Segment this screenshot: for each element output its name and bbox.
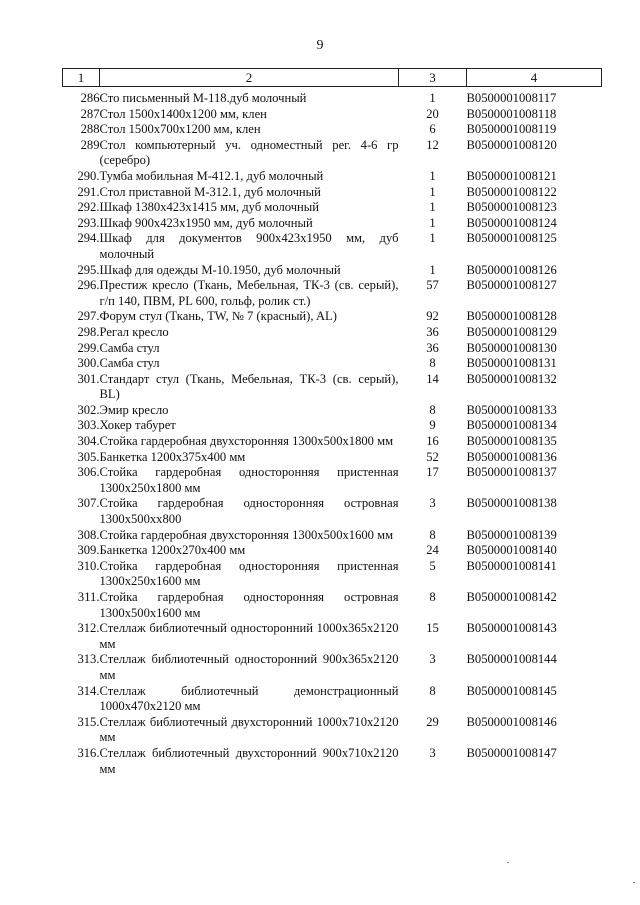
table-row bbox=[63, 496, 602, 527]
item-quantity: 14 bbox=[426, 371, 439, 386]
table-row bbox=[63, 87, 602, 107]
inventory-code: B0500001008131 bbox=[466, 356, 557, 371]
row-number: 312. bbox=[77, 621, 100, 636]
item-name: Шкаф 900х423х1950 мм, дуб молочный bbox=[99, 215, 313, 230]
item-name: Стойка гардеробная односторонняя пристенная 1300х250х1800 мм bbox=[99, 465, 399, 495]
inventory-code: B0500001008146 bbox=[466, 714, 557, 729]
item-name: Стол компьютерный уч. одноместный рег. 4-6 гр (серебро) bbox=[99, 137, 399, 168]
item-name: Стеллаж библиотечный односторонний 1000х365х2120 мм bbox=[99, 621, 399, 651]
item-quantity: 8 bbox=[429, 356, 436, 371]
table-row bbox=[63, 418, 602, 434]
row-number: 314. bbox=[77, 683, 100, 698]
item-name: Форум стул (Ткань, TW, № 7 (красный), AL) bbox=[99, 309, 337, 324]
item-quantity: 6 bbox=[429, 122, 436, 137]
inventory-code: B0500001008122 bbox=[466, 184, 557, 199]
item-name: Стеллаж библиотечный демонстрационный 1000х470х2120 мм bbox=[99, 683, 399, 714]
table-row bbox=[63, 621, 602, 652]
item-quantity: 1 bbox=[429, 168, 436, 183]
table-row bbox=[63, 543, 602, 559]
item-quantity: 16 bbox=[426, 434, 439, 449]
row-number: 292. bbox=[77, 200, 100, 215]
item-quantity: 36 bbox=[426, 340, 439, 355]
row-number: 303. bbox=[77, 418, 100, 433]
inventory-code: B0500001008143 bbox=[466, 621, 557, 636]
column-header-quantity: 3 bbox=[399, 69, 467, 87]
inventory-code: B0500001008144 bbox=[466, 652, 557, 667]
inventory-code: B0500001008120 bbox=[466, 137, 557, 152]
item-quantity: 20 bbox=[426, 106, 439, 121]
table-row bbox=[63, 434, 602, 450]
inventory-code: B0500001008133 bbox=[466, 402, 557, 417]
row-number: 316. bbox=[77, 745, 100, 760]
inventory-code: B0500001008142 bbox=[466, 590, 557, 604]
table-row bbox=[63, 263, 602, 279]
item-quantity: 3 bbox=[429, 496, 436, 511]
item-name: Стойка гардеробная двухсторонняя 1300х500х1800 мм bbox=[99, 434, 394, 449]
item-name: Эмир кресло bbox=[99, 402, 169, 417]
inventory-code: B0500001008141 bbox=[466, 558, 557, 573]
table-row bbox=[63, 107, 602, 123]
table-body bbox=[63, 87, 602, 778]
item-name: Банкетка 1200х270х400 мм bbox=[99, 543, 246, 558]
item-quantity: 1 bbox=[429, 91, 436, 105]
row-number: 311. bbox=[77, 590, 100, 604]
table-row bbox=[63, 684, 602, 715]
item-quantity: 24 bbox=[426, 543, 439, 558]
row-number: 293. bbox=[77, 215, 100, 230]
item-quantity: 3 bbox=[429, 745, 436, 760]
row-number: 302. bbox=[77, 402, 100, 417]
item-name: Стойка гардеробная односторонняя островная 1300х500хх800 bbox=[99, 496, 399, 527]
row-number: 295. bbox=[77, 262, 100, 277]
inventory-code: B0500001008134 bbox=[466, 418, 557, 433]
item-name: Хокер табурет bbox=[99, 418, 176, 433]
item-name: Стеллаж библиотечный двухсторонний 900х710х2120 мм bbox=[99, 745, 399, 776]
row-number: 289 bbox=[80, 137, 100, 152]
table-row bbox=[63, 309, 602, 325]
inventory-code: B0500001008126 bbox=[466, 262, 557, 277]
item-name: Стол 1500х700х1200 мм, клен bbox=[99, 122, 261, 137]
item-quantity: 8 bbox=[429, 590, 436, 604]
row-number: 286 bbox=[80, 91, 100, 105]
table-row bbox=[63, 559, 602, 590]
inventory-code: B0500001008135 bbox=[466, 434, 557, 449]
table-row bbox=[63, 122, 602, 138]
row-number: 306. bbox=[77, 465, 100, 480]
row-number: 309. bbox=[77, 543, 100, 558]
item-name: Банкетка 1200х375х400 мм bbox=[99, 449, 246, 464]
row-number: 290. bbox=[77, 168, 100, 183]
item-quantity: 9 bbox=[429, 418, 436, 433]
column-header-number: 1 bbox=[63, 69, 100, 87]
table-row bbox=[63, 356, 602, 372]
item-quantity: 8 bbox=[429, 527, 436, 542]
row-number: 305. bbox=[77, 449, 100, 464]
scan-speck bbox=[633, 882, 635, 883]
inventory-code: B0500001008128 bbox=[466, 309, 557, 324]
row-number: 299. bbox=[77, 340, 100, 355]
item-quantity: 1 bbox=[429, 262, 436, 277]
item-name: Шкаф для одежды М-10.1950, дуб молочный bbox=[99, 262, 341, 277]
row-number: 287 bbox=[80, 106, 100, 121]
item-name: Стеллаж библиотечный двухсторонний 1000х710х2120 мм bbox=[99, 714, 399, 745]
table-row bbox=[63, 200, 602, 216]
row-number: 313. bbox=[77, 652, 100, 667]
item-name: Стол приставной М-312.1, дуб молочный bbox=[99, 184, 321, 199]
item-quantity: 57 bbox=[426, 278, 439, 293]
table-row bbox=[63, 590, 602, 621]
item-quantity: 1 bbox=[429, 184, 436, 199]
inventory-code: B0500001008125 bbox=[466, 231, 557, 246]
table-row bbox=[63, 325, 602, 341]
item-quantity: 15 bbox=[426, 621, 439, 636]
item-name: Регал кресло bbox=[99, 324, 169, 339]
table-row bbox=[63, 450, 602, 466]
inventory-code: B0500001008123 bbox=[466, 200, 557, 215]
column-header-inventory-code: 4 bbox=[467, 69, 602, 87]
inventory-code: B0500001008118 bbox=[466, 106, 557, 121]
table-row bbox=[63, 372, 602, 403]
item-quantity: 8 bbox=[429, 402, 436, 417]
row-number: 304. bbox=[77, 434, 100, 449]
row-number: 288 bbox=[80, 122, 100, 137]
item-name: Стеллаж библиотечный односторонний 900х365х2120 мм bbox=[99, 652, 399, 682]
item-quantity: 1 bbox=[429, 200, 436, 215]
item-name: Сто письменный М-118.дуб молочный bbox=[99, 91, 307, 105]
row-number: 298. bbox=[77, 324, 100, 339]
table-row bbox=[63, 403, 602, 419]
table-row bbox=[63, 169, 602, 185]
table-row bbox=[63, 528, 602, 544]
item-name: Тумба мобильная М-412.1, дуб молочный bbox=[99, 168, 324, 183]
table-row bbox=[63, 652, 602, 683]
table-header-row bbox=[63, 69, 602, 87]
table-row bbox=[63, 465, 602, 496]
table-row bbox=[63, 216, 602, 232]
item-name: Престиж кресло (Ткань, Мебельная, ТК-3 (св. серый), г/п 140, ПВМ, PL 600, гольф, ролик ст.) bbox=[99, 278, 399, 308]
item-quantity: 8 bbox=[429, 683, 436, 698]
inventory-code: B0500001008132 bbox=[466, 371, 557, 386]
inventory-table bbox=[62, 68, 602, 777]
row-number: 296. bbox=[77, 278, 100, 293]
inventory-code: B0500001008136 bbox=[466, 449, 557, 464]
table-row bbox=[63, 185, 602, 201]
page-number: 9 bbox=[316, 38, 324, 53]
item-name: Шкаф для документов 900х423х1950 мм, дуб молочный bbox=[99, 231, 399, 261]
inventory-code: B0500001008140 bbox=[466, 543, 557, 558]
table-row bbox=[63, 715, 602, 746]
item-name: Самба стул bbox=[99, 340, 160, 355]
item-quantity: 3 bbox=[429, 652, 436, 667]
table-row bbox=[63, 341, 602, 357]
item-name: Шкаф 1380х423х1415 мм, дуб молочный bbox=[99, 200, 319, 215]
item-name: Стойка гардеробная односторонняя островная 1300х500х1600 мм bbox=[99, 590, 399, 620]
table-row bbox=[63, 231, 602, 262]
row-number: 301. bbox=[77, 371, 100, 386]
row-number: 300. bbox=[77, 356, 100, 371]
inventory-code: B0500001008119 bbox=[466, 122, 557, 137]
item-quantity: 17 bbox=[426, 465, 439, 480]
table-row bbox=[63, 278, 602, 309]
item-quantity: 92 bbox=[426, 309, 439, 324]
inventory-code: B0500001008121 bbox=[466, 168, 557, 183]
row-number: 310. bbox=[77, 558, 100, 573]
item-quantity: 1 bbox=[429, 215, 436, 230]
column-header-name: 2 bbox=[100, 69, 399, 87]
inventory-code: B0500001008147 bbox=[466, 745, 557, 760]
row-number: 294. bbox=[77, 231, 100, 246]
row-number: 291. bbox=[77, 184, 100, 199]
inventory-code: B0500001008145 bbox=[466, 683, 557, 698]
row-number: 307. bbox=[77, 496, 100, 511]
item-quantity: 12 bbox=[426, 137, 439, 152]
inventory-code: B0500001008127 bbox=[466, 278, 557, 293]
item-name: Самба стул bbox=[99, 356, 160, 371]
inventory-code: B0500001008117 bbox=[466, 91, 557, 105]
inventory-code: B0500001008137 bbox=[466, 465, 557, 480]
item-quantity: 5 bbox=[429, 558, 436, 573]
row-number: 315. bbox=[77, 714, 100, 729]
inventory-code: B0500001008139 bbox=[466, 527, 557, 542]
inventory-code: B0500001008130 bbox=[466, 340, 557, 355]
inventory-code: B0500001008129 bbox=[466, 324, 557, 339]
row-number: 308. bbox=[77, 527, 100, 542]
item-quantity: 29 bbox=[426, 714, 439, 729]
scan-speck bbox=[507, 862, 509, 863]
table-row bbox=[63, 746, 602, 777]
item-name: Стол 1500х1400х1200 мм, клен bbox=[99, 106, 267, 121]
inventory-code: B0500001008124 bbox=[466, 215, 557, 230]
item-name: Стойка гардеробная односторонняя пристенная 1300х250х1600 мм bbox=[99, 558, 399, 589]
inventory-code: B0500001008138 bbox=[466, 496, 557, 511]
row-number: 297. bbox=[77, 309, 100, 324]
item-quantity: 1 bbox=[429, 231, 436, 246]
item-name: Стойка гардеробная двухсторонняя 1300х500х1600 мм bbox=[99, 527, 394, 542]
item-name: Стандарт стул (Ткань, Мебельная, ТК-3 (св. серый), BL) bbox=[99, 371, 399, 402]
table-row bbox=[63, 138, 602, 169]
item-quantity: 52 bbox=[426, 449, 439, 464]
item-quantity: 36 bbox=[426, 324, 439, 339]
